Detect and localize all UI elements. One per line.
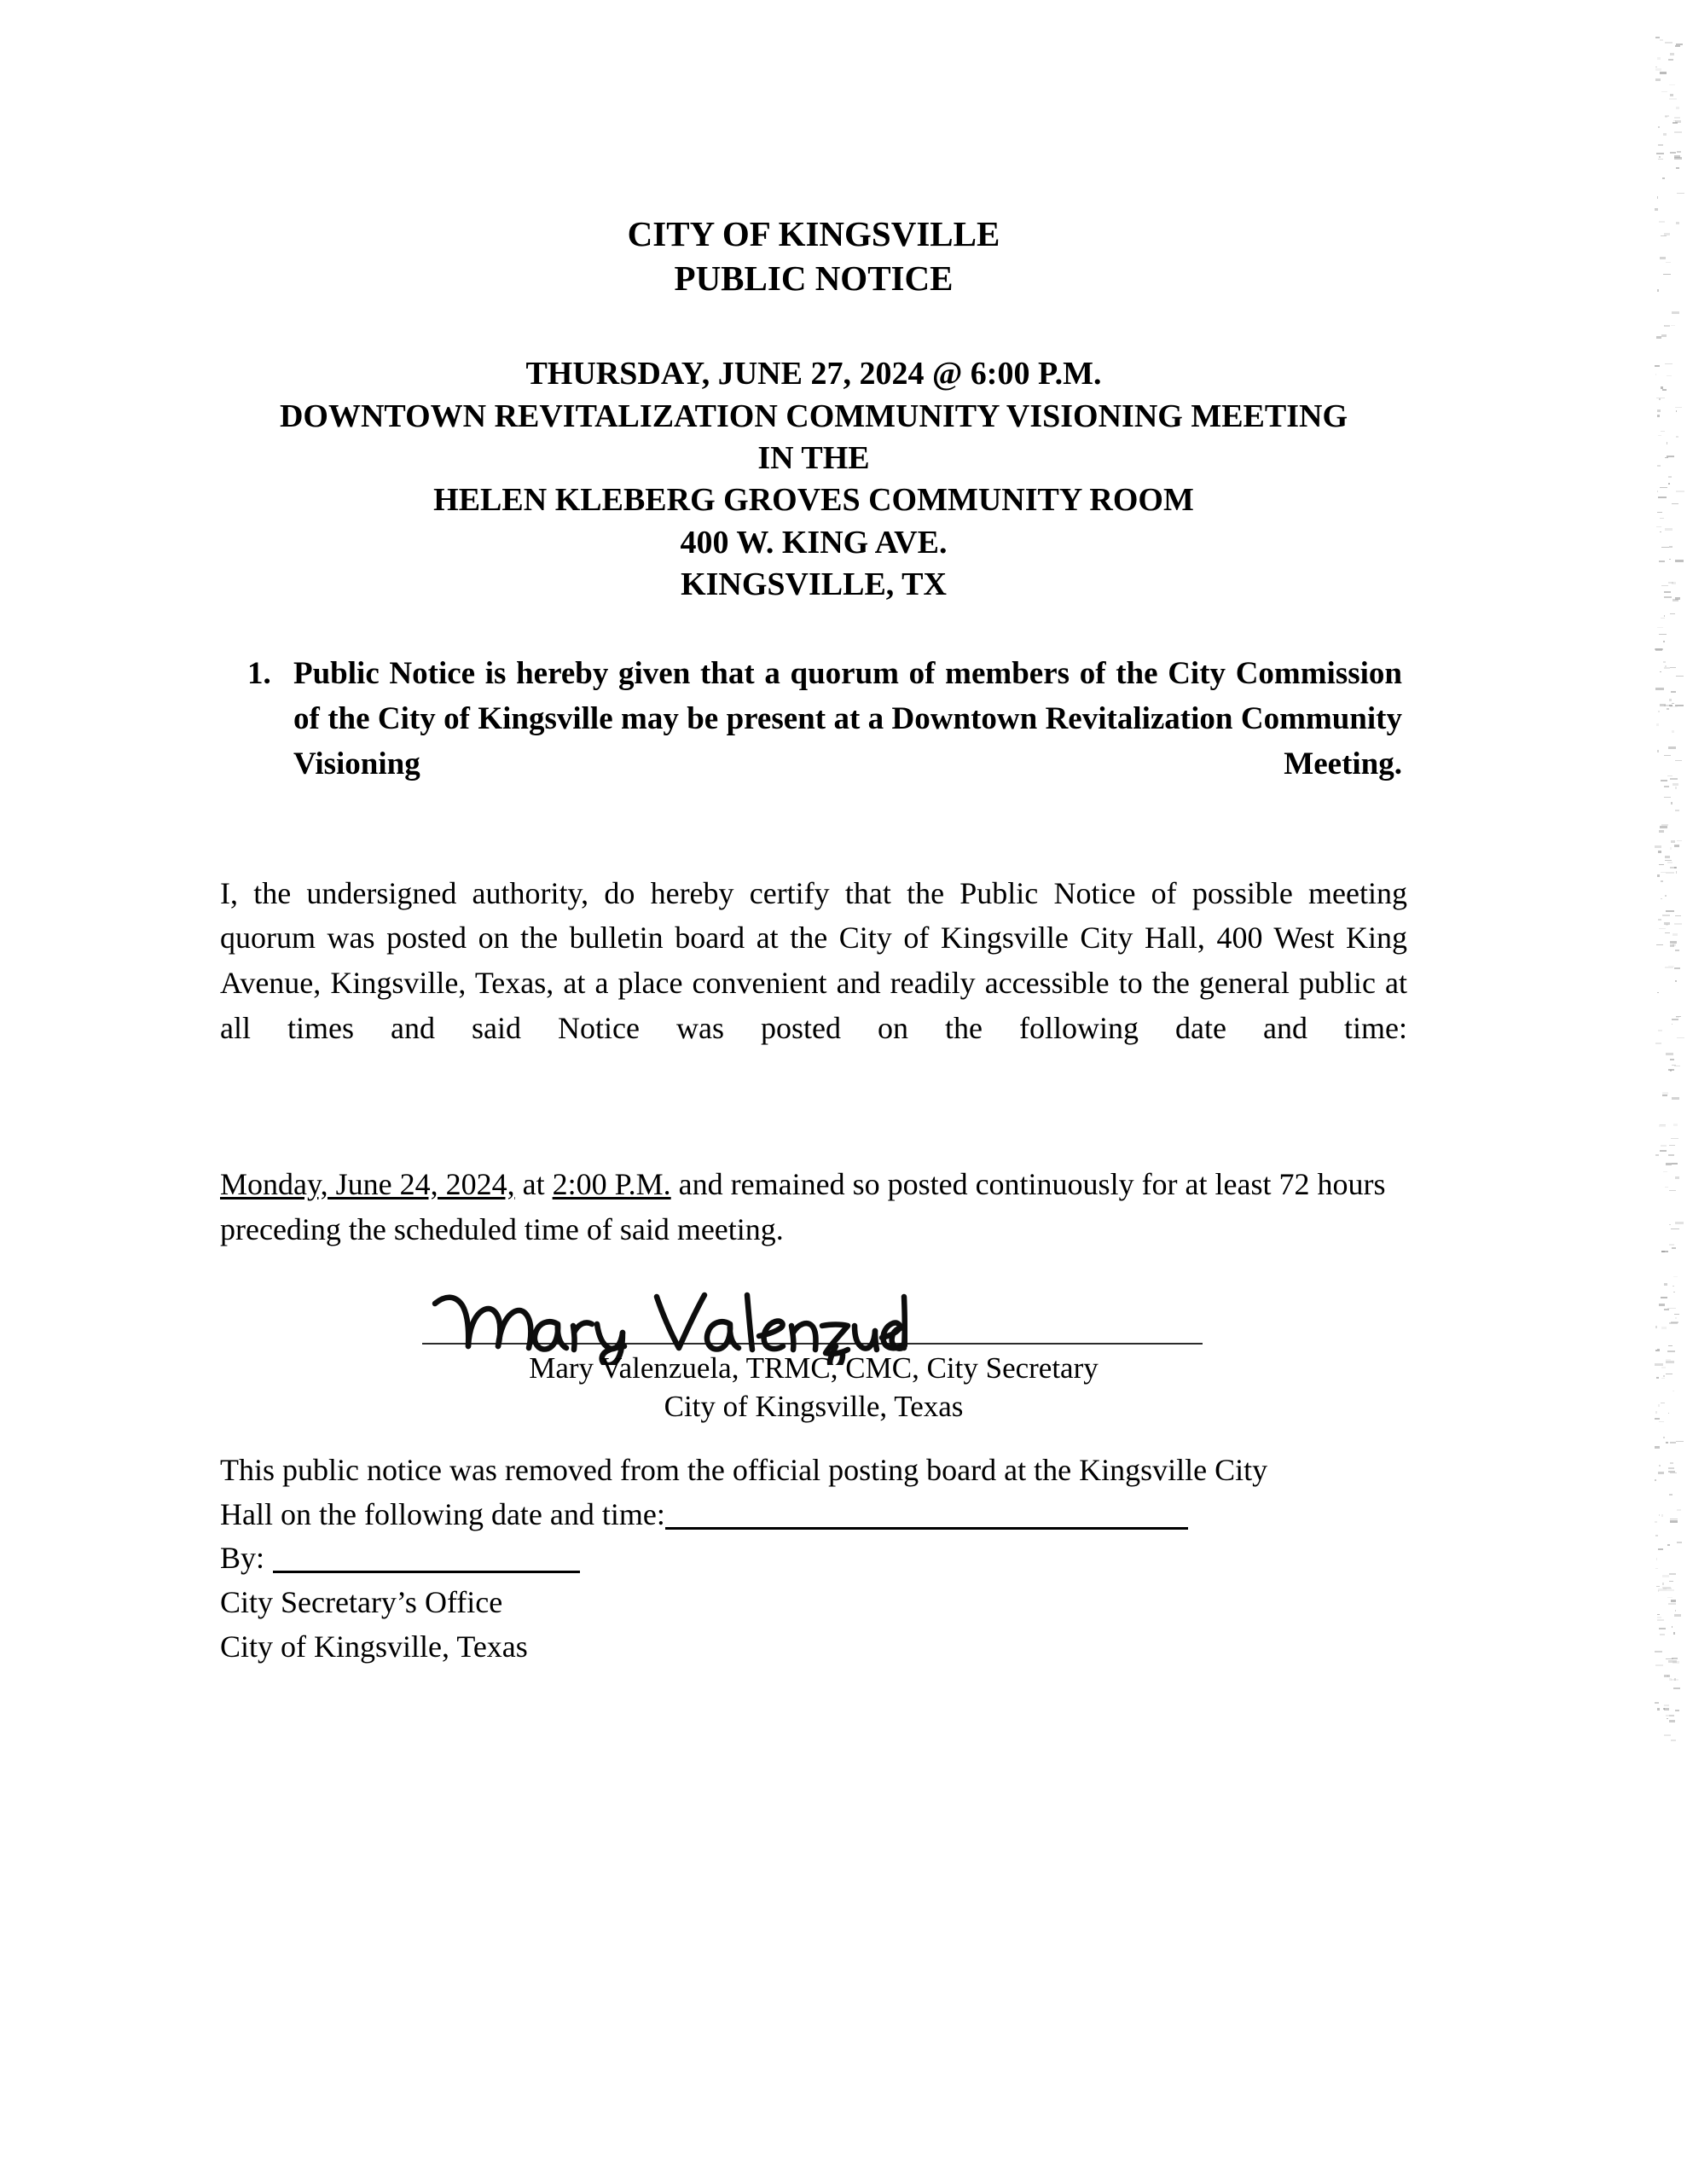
meeting-preposition: IN THE — [757, 439, 870, 476]
signatory-organization: City of Kingsville, Texas — [664, 1389, 964, 1423]
posting-connector: at — [514, 1167, 553, 1202]
document-header — [220, 0, 1407, 300]
notice-item-1-number: 1. — [247, 656, 271, 692]
posting-time: 2:00 P.M. — [552, 1167, 671, 1202]
signature-caption — [220, 1350, 1407, 1426]
posting-date: Monday, June 24, 2024, — [220, 1167, 515, 1202]
meeting-datetime: THURSDAY, JUNE 27, 2024 @ 6:00 P.M. — [525, 356, 1102, 392]
notice-item-1-text: Public Notice is hereby given that a quorum of members of the City Commission of the City of Kingsville may be present at a Downtown Revitalization Community Visioning Meeting. — [293, 656, 1402, 781]
notice-item-1 — [220, 652, 1407, 831]
removal-line-2 — [220, 1493, 1407, 1537]
meeting-details — [220, 353, 1407, 606]
removal-office: City Secretary’s Office — [220, 1585, 503, 1620]
meeting-title: DOWNTOWN REVITALIZATION COMMUNITY VISIONING MEETING — [279, 398, 1348, 434]
removal-line-1: This public notice was removed from the official posting board at the Kingsville City — [220, 1452, 1268, 1487]
posting-remainder: and remained so posted continuously for at least 72 hours preceding the scheduled time of said meeting. — [220, 1167, 1386, 1246]
scan-edge-artifacts — [1603, 0, 1687, 2184]
header-city-line: CITY OF KINGSVILLE — [627, 214, 1000, 253]
removal-block — [220, 1449, 1407, 1581]
meeting-city-state: KINGSVILLE, TX — [681, 566, 947, 603]
removal-by-label: By: — [220, 1541, 265, 1576]
signature-block — [220, 1290, 1407, 1430]
removal-by-line — [220, 1536, 1407, 1581]
signature-line — [422, 1343, 1203, 1345]
meeting-address: 400 W. KING AVE. — [680, 524, 948, 561]
signatory-name-title: Mary Valenzuela, TRMC, CMC, City Secretary — [529, 1350, 1099, 1385]
removal-line-2-label: Hall on the following date and time: — [220, 1496, 665, 1531]
header-notice-line: PUBLIC NOTICE — [674, 258, 954, 299]
removal-organization: City of Kingsville, Texas — [220, 1629, 528, 1664]
removal-footer — [220, 1581, 1407, 1670]
removal-date-blank[interactable] — [665, 1527, 1188, 1530]
posting-datetime-paragraph — [220, 1162, 1407, 1252]
meeting-venue: HELEN KLEBERG GROVES COMMUNITY ROOM — [433, 482, 1194, 519]
certification-paragraph: I, the undersigned authority, do hereby certify that the Public Notice of possible meeting quorum was posted on the bulletin board at the City of Kingsville City Hall, 400 West King Avenue, Kingsville, Texas, at a place convenient and readily accessible to the general public at all times and said Notice was posted on the following date and time: — [220, 875, 1407, 1045]
removal-by-blank[interactable] — [273, 1571, 580, 1573]
document-content — [220, 0, 1407, 1670]
